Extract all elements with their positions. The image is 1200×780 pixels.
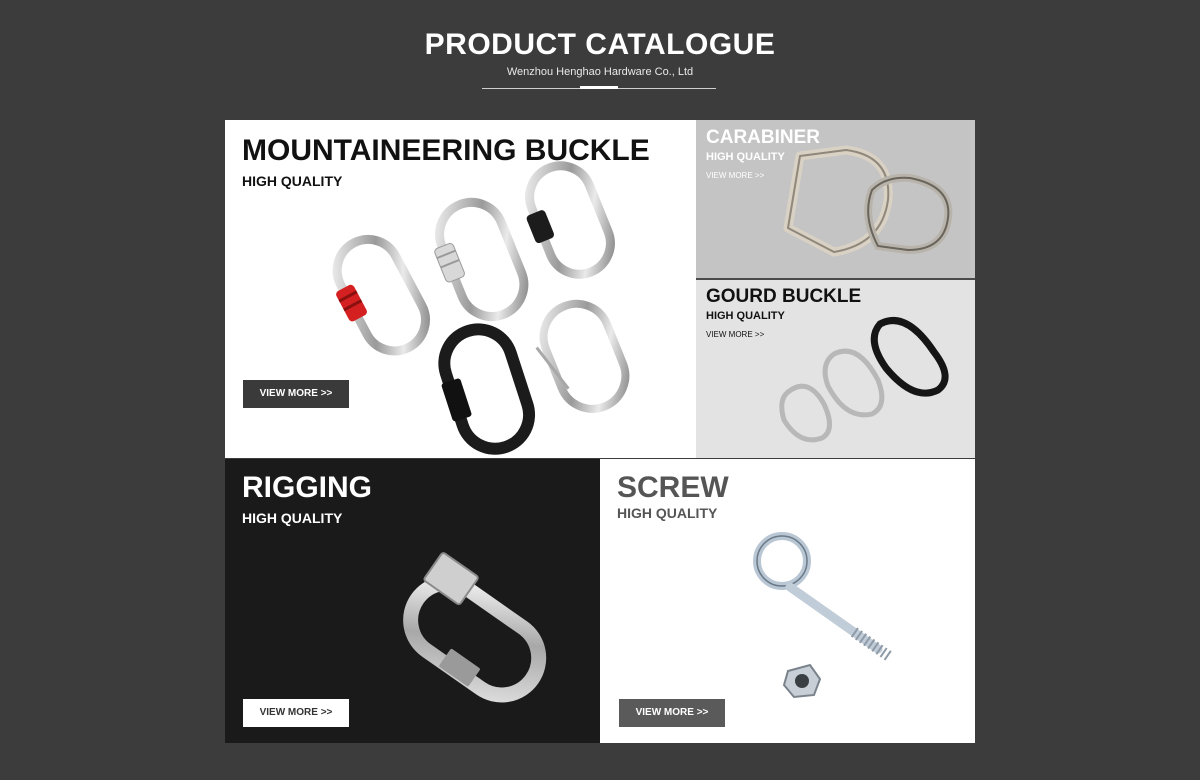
view-more-button[interactable]: VIEW MORE >> [243, 380, 349, 408]
d-ring-image [696, 120, 975, 278]
view-more-link[interactable]: VIEW MORE >> [706, 171, 765, 180]
view-more-button[interactable]: VIEW MORE >> [619, 699, 725, 727]
panel-title: CARABINER [706, 127, 820, 148]
red-gate-carabiner-icon [318, 229, 436, 367]
company-name: Wenzhou Henghao Hardware Co., Ltd [506, 66, 694, 78]
view-more-button[interactable]: VIEW MORE >> [243, 699, 349, 727]
plain-carabiner-icon [526, 294, 635, 422]
panel-gourd-buckle[interactable] [696, 280, 975, 458]
panel-subtitle: HIGH QUALITY [242, 510, 343, 526]
silver-gate-carabiner-icon [422, 193, 534, 330]
panel-subtitle: HIGH QUALITY [706, 310, 785, 322]
panel-screw[interactable] [600, 459, 975, 743]
panel-title: RIGGING [242, 471, 373, 504]
panel-title: MOUNTAINEERING BUCKLE [242, 134, 650, 167]
snap-hook-image [696, 280, 975, 458]
black-gate-carabiner-icon [512, 156, 620, 286]
view-more-link[interactable]: VIEW MORE >> [706, 330, 765, 339]
panel-subtitle: HIGH QUALITY [617, 505, 718, 521]
panel-carabiner[interactable] [696, 120, 975, 278]
panel-subtitle: HIGH QUALITY [242, 173, 343, 189]
catalogue-header [0, 0, 1200, 110]
hex-nut-icon [784, 665, 820, 697]
eye-bolt-icon [757, 536, 890, 657]
panel-title: GOURD BUCKLE [706, 286, 862, 307]
panel-mountaineering-buckle[interactable] [225, 120, 696, 458]
panel-subtitle: HIGH QUALITY [706, 151, 785, 163]
quick-link-icon [388, 552, 563, 714]
header-divider-accent [580, 86, 618, 89]
page-title: PRODUCT CATALOGUE [424, 28, 776, 61]
black-carabiner-icon [428, 321, 538, 458]
panel-rigging[interactable] [225, 459, 600, 743]
panel-title: SCREW [617, 471, 729, 504]
